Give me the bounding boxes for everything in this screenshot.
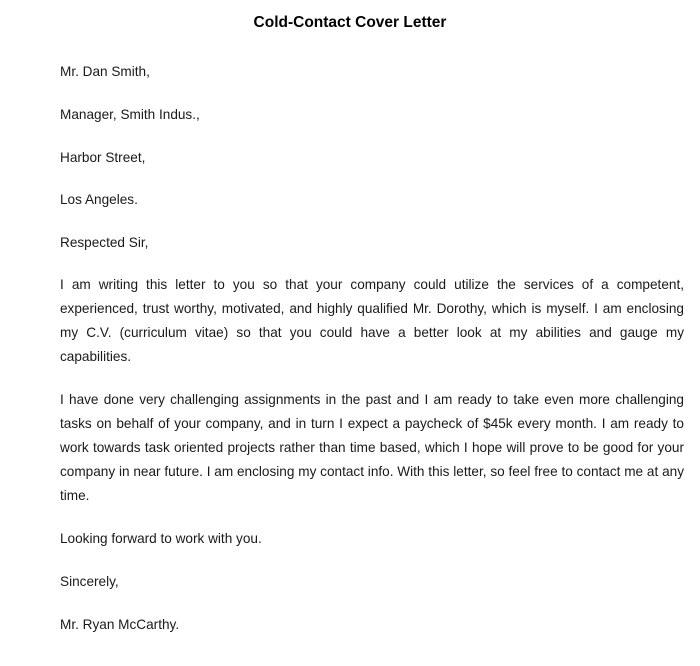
salutation: Respected Sir, <box>60 235 149 250</box>
paragraph-introduction: I am writing this letter to you so that your company could utilize the services of a competent, experienced, trust worthy, motivated, and highly qualified Mr. Dorothy, which is myself. I am enclosing my C.V. (curriculum vitae) so that you could have a better look at my abilities and gauge my capabilities. <box>60 277 684 364</box>
page-title: Cold-Contact Cover Letter <box>253 14 447 31</box>
signature: Mr. Ryan McCarthy. <box>60 617 180 632</box>
closing-line: Looking forward to work with you. <box>60 531 262 546</box>
paragraph-expectations: I have done very challenging assignments in the past and I am ready to take even more challenging tasks on behalf of your company, and in turn I expect a paycheck of $45k every month. I am ready to work towards task oriented projects rather than time based, which I hope will prove to be good for your company in near future. I am enclosing my contact info. With this letter, so feel free to contact me at any time. <box>60 392 684 503</box>
recipient-title: Manager, Smith Indus., <box>60 107 200 122</box>
recipient-name: Mr. Dan Smith, <box>60 64 150 79</box>
recipient-street: Harbor Street, <box>60 150 146 165</box>
recipient-city: Los Angeles. <box>60 192 138 207</box>
signoff: Sincerely, <box>60 574 119 589</box>
